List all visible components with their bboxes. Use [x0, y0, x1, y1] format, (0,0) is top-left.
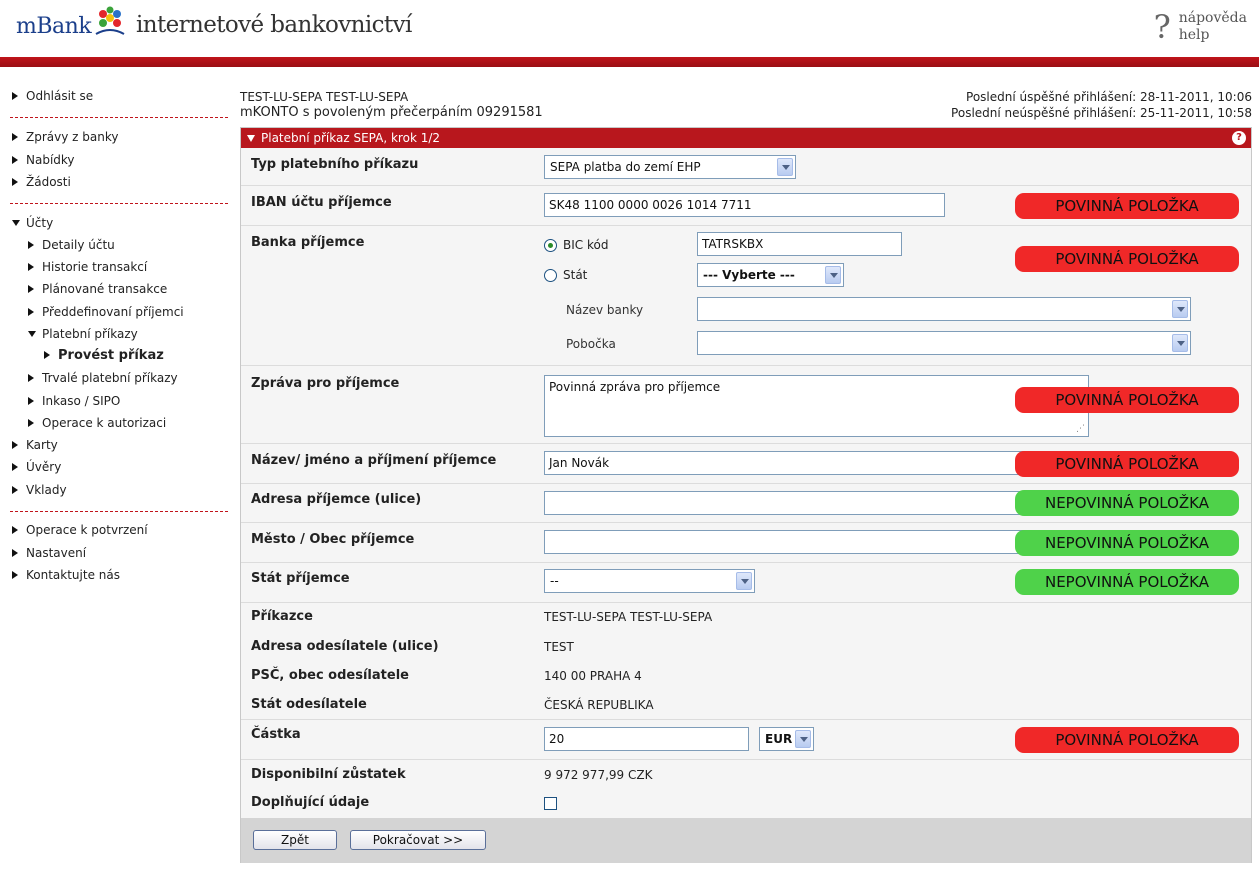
- country-radio[interactable]: [544, 269, 557, 282]
- sidebar-item-deposits[interactable]: Vklady: [12, 483, 67, 497]
- app-title: internetové bankovnictví: [136, 12, 412, 38]
- arrow-right-icon: [12, 441, 18, 449]
- arrow-right-icon: [12, 463, 18, 471]
- payee-city-label: Město / Obec příjemce: [251, 532, 415, 547]
- order-type-label: Typ platebního příkazu: [251, 157, 419, 172]
- bic-radio[interactable]: [544, 239, 557, 252]
- extra-checkbox[interactable]: [544, 797, 557, 810]
- required-badge: POVINNÁ POLOŽKA: [1015, 246, 1239, 272]
- payee-street-input[interactable]: [544, 491, 1089, 515]
- row-message: [241, 366, 1251, 444]
- sidebar-item-planned[interactable]: Plánované transakce: [28, 282, 167, 296]
- arrow-right-icon: [12, 92, 18, 100]
- bic-input[interactable]: TATRSKBX: [697, 232, 902, 256]
- chevron-down-icon: [1172, 334, 1188, 352]
- divider: [10, 511, 228, 512]
- balance-label: Disponibilní zůstatek: [251, 767, 406, 782]
- bank-name-label: Název banky: [566, 303, 644, 317]
- sidebar-item-history[interactable]: Historie transakcí: [28, 260, 147, 274]
- row-payee-street: [241, 484, 1251, 523]
- resize-grip-icon[interactable]: ⋰: [1076, 424, 1085, 434]
- payee-name-input[interactable]: Jan Novák: [544, 451, 1089, 475]
- help-label-en: help: [1178, 27, 1210, 43]
- sidebar-item-authorization[interactable]: Operace k autorizaci: [28, 416, 166, 430]
- sidebar-item-make-order[interactable]: Provést příkaz: [44, 348, 164, 363]
- chevron-down-icon: [795, 730, 811, 748]
- chevron-down-icon: [825, 266, 841, 284]
- bank-name-select[interactable]: [697, 297, 1191, 321]
- sidebar-item-standing-orders[interactable]: Trvalé platební příkazy: [28, 371, 178, 385]
- required-badge: POVINNÁ POLOŽKA: [1015, 387, 1239, 413]
- row-payee-name: [241, 444, 1251, 484]
- row-balance: [241, 760, 1251, 790]
- sidebar-item-payment-orders[interactable]: Platební příkazy: [28, 327, 138, 341]
- row-bank: [241, 226, 1251, 366]
- row-sender-country: [241, 692, 1251, 720]
- arrow-down-icon: [12, 220, 20, 226]
- arrow-right-icon: [28, 241, 34, 249]
- divider: [10, 117, 228, 118]
- row-payee-country: [241, 563, 1251, 603]
- sidebar-item-cards[interactable]: Karty: [12, 438, 58, 452]
- chevron-down-icon: [736, 572, 752, 590]
- bank-label: Banka příjemce: [251, 235, 365, 250]
- required-badge: POVINNÁ POLOŽKA: [1015, 727, 1239, 753]
- sender-country-value: ČESKÁ REPUBLIKA: [544, 698, 654, 712]
- header-red-bar: [0, 57, 1259, 67]
- help-icon[interactable]: ?: [1232, 131, 1246, 145]
- help-link[interactable]: [1154, 10, 1247, 44]
- sender-country-label: Stát odesílatele: [251, 697, 367, 712]
- row-amount: [241, 720, 1251, 760]
- row-sender-street: [241, 633, 1251, 663]
- optional-badge: NEPOVINNÁ POLOŽKA: [1015, 530, 1239, 556]
- row-sender-zip: [241, 663, 1251, 692]
- row-payee-city: [241, 523, 1251, 563]
- chevron-down-icon: [777, 158, 793, 176]
- bic-radio-label: BIC kód: [563, 238, 609, 252]
- arrow-right-icon: [28, 374, 34, 382]
- help-label-cz: nápověda: [1178, 10, 1247, 26]
- arrow-right-icon: [44, 351, 50, 359]
- last-successful-login: Poslední úspěšné přihlášení: 28-11-2011, 10:06: [966, 90, 1252, 104]
- sidebar-item-messages[interactable]: Zprávy z banky: [12, 130, 118, 144]
- optional-badge: NEPOVINNÁ POLOŽKA: [1015, 569, 1239, 595]
- arrow-right-icon: [12, 526, 18, 534]
- payment-form-panel: [240, 127, 1252, 863]
- iban-input[interactable]: SK48 1100 0000 0026 1014 7711: [544, 193, 945, 217]
- arrow-down-icon: [28, 331, 36, 337]
- account-description: mKONTO s povoleným přečerpáním 09291581: [240, 105, 543, 120]
- arrow-right-icon: [12, 178, 18, 186]
- sidebar-item-logout[interactable]: Odhlásit se: [12, 89, 93, 103]
- row-extra: [241, 790, 1251, 818]
- arrow-right-icon: [28, 419, 34, 427]
- account-holder-name: TEST-LU-SEPA TEST-LU-SEPA: [240, 90, 409, 104]
- arrow-right-icon: [12, 133, 18, 141]
- sidebar-item-account-details[interactable]: Detaily účtu: [28, 238, 115, 252]
- amount-label: Částka: [251, 727, 301, 742]
- last-failed-login: Poslední neúspěšné přihlášení: 25-11-2011, 10:58: [951, 106, 1252, 120]
- sidebar-item-settings[interactable]: Nastavení: [12, 546, 86, 560]
- arrow-right-icon: [28, 308, 34, 316]
- sidebar-item-contact[interactable]: Kontaktujte nás: [12, 568, 120, 582]
- payer-value: TEST-LU-SEPA TEST-LU-SEPA: [544, 610, 713, 624]
- payee-country-label: Stát příjemce: [251, 571, 350, 586]
- sidebar-item-loans[interactable]: Úvěry: [12, 460, 61, 474]
- sender-street-value: TEST: [544, 640, 574, 654]
- required-badge: POVINNÁ POLOŽKA: [1015, 193, 1239, 219]
- question-mark-icon: ?: [1153, 8, 1171, 46]
- arrow-right-icon: [28, 285, 34, 293]
- sidebar-item-predefined[interactable]: Předdefinovaní příjemci: [28, 305, 184, 319]
- arrow-right-icon: [12, 486, 18, 494]
- sidebar-item-accounts[interactable]: Účty: [12, 216, 53, 230]
- extra-label: Doplňující údaje: [251, 795, 370, 810]
- country-radio-label: Stát: [563, 268, 588, 282]
- continue-button[interactable]: Pokračovat >>: [350, 830, 486, 850]
- sidebar-item-requests[interactable]: Žádosti: [12, 175, 71, 189]
- panel-header: [241, 128, 1251, 148]
- row-order-type: [241, 148, 1251, 186]
- form-footer: [241, 818, 1251, 863]
- amount-input[interactable]: 20: [544, 727, 749, 751]
- sidebar-item-confirm-ops[interactable]: Operace k potvrzení: [12, 523, 148, 537]
- payer-label: Příkazce: [251, 609, 313, 624]
- page-header: [0, 0, 1259, 57]
- back-button[interactable]: Zpět: [253, 830, 337, 850]
- sender-zip-label: PSČ, obec odesílatele: [251, 668, 409, 683]
- bank-country-select[interactable]: --- Vyberte ---: [697, 263, 844, 287]
- message-textarea[interactable]: Povinná zpráva pro příjemce ⋰: [544, 375, 1089, 437]
- chevron-down-icon: [1172, 300, 1188, 318]
- sender-street-label: Adresa odesílatele (ulice): [251, 639, 439, 654]
- mbank-logo: mBank: [16, 14, 92, 39]
- currency-select[interactable]: EUR: [759, 727, 814, 751]
- panel-title: Platební příkaz SEPA, krok 1/2: [261, 131, 441, 145]
- arrow-right-icon: [28, 263, 34, 271]
- branch-select[interactable]: [697, 331, 1191, 355]
- message-label: Zpráva pro příjemce: [251, 376, 400, 391]
- sidebar-item-direct-debit[interactable]: Inkaso / SIPO: [28, 394, 120, 408]
- balance-value: 9 972 977,99 CZK: [544, 768, 653, 782]
- divider: [10, 203, 228, 204]
- branch-label: Pobočka: [566, 337, 616, 351]
- arrow-right-icon: [12, 571, 18, 579]
- sidebar-item-offers[interactable]: Nabídky: [12, 153, 75, 167]
- arrow-right-icon: [12, 156, 18, 164]
- collapse-arrow-icon[interactable]: [247, 135, 255, 142]
- iban-label: IBAN účtu příjemce: [251, 195, 392, 210]
- payee-city-input[interactable]: [544, 530, 1089, 554]
- required-badge: POVINNÁ POLOŽKA: [1015, 451, 1239, 477]
- sender-zip-value: 140 00 PRAHA 4: [544, 669, 642, 683]
- row-iban: [241, 186, 1251, 226]
- arrow-right-icon: [28, 397, 34, 405]
- payee-country-select[interactable]: --: [544, 569, 755, 593]
- optional-badge: NEPOVINNÁ POLOŽKA: [1015, 490, 1239, 516]
- arrow-right-icon: [12, 549, 18, 557]
- row-payer: [241, 603, 1251, 633]
- payee-name-label: Název/ jméno a příjmení příjemce: [251, 453, 497, 468]
- payee-street-label: Adresa příjemce (ulice): [251, 492, 422, 507]
- flower-logo-icon: [92, 4, 128, 40]
- order-type-select[interactable]: SEPA platba do zemí EHP: [544, 155, 796, 179]
